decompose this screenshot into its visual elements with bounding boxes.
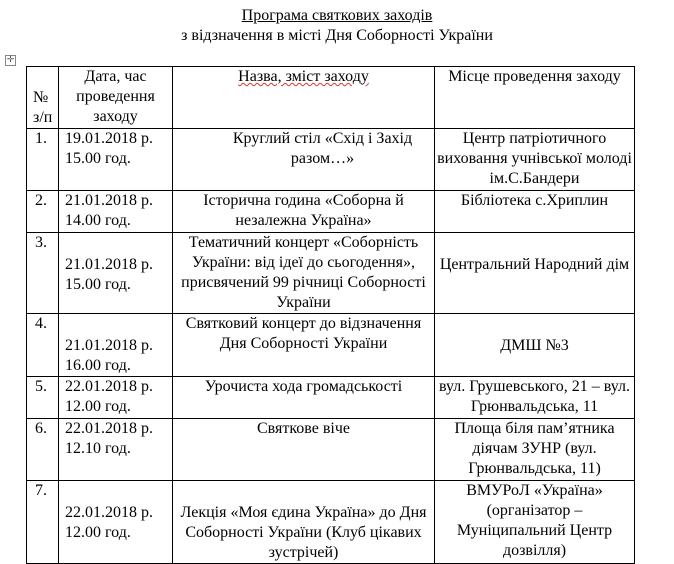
row-name: Тематичний концерт «Соборність України: від ідеї до сьогодення», присвячений 99 річниці Соборності України <box>173 233 435 314</box>
table-row <box>27 377 635 419</box>
row-place: ВМУРоЛ «Україна» (організатор – Муніципальний Центр дозвілля) <box>435 481 635 564</box>
row-name: Святкове віче <box>173 419 435 481</box>
row-date: 19.01.2018 р. 15.00 год. <box>59 129 173 191</box>
header-num: № з/п <box>27 67 59 129</box>
row-num: 4. <box>27 314 59 377</box>
row-name: Історична година «Соборна й незалежна Україна» <box>173 191 435 233</box>
row-place: ДМШ №3 <box>435 314 635 377</box>
header-date: Дата, час проведення заходу <box>59 67 173 129</box>
row-date: 22.01.2018 р. 12.00 год. <box>59 481 173 564</box>
document-title: Програма святкових заходів <box>241 7 433 24</box>
row-num: 5. <box>27 377 59 419</box>
row-num: 6. <box>27 419 59 481</box>
table-row <box>27 191 635 233</box>
row-date: 21.01.2018 р. 16.00 год. <box>59 314 173 377</box>
row-name: Святковий концерт до відзначення Дня Соборності України <box>173 314 435 377</box>
row-date: 22.01.2018 р. 12.00 год. <box>59 377 173 419</box>
move-handle-icon[interactable]: ✛ <box>6 55 15 65</box>
events-table <box>26 66 635 564</box>
row-date: 22.01.2018 р. 12.10 год. <box>59 419 173 481</box>
row-place: Центральний Народний дім <box>435 233 635 314</box>
row-place: Площа біля пам’ятника діячам ЗУНР (вул. Грюнвальдська, 11) <box>435 419 635 481</box>
row-name: Круглий стіл «Схід і Захід разом…» <box>173 129 435 191</box>
row-num: 1. <box>27 129 59 191</box>
document-subtitle: з відзначення в місті Дня Соборності України <box>181 27 493 44</box>
row-num: 2. <box>27 191 59 233</box>
row-place: Центр патріотичного виховання учнівської молоді ім.С.Бандери <box>435 129 635 191</box>
table-row <box>27 419 635 481</box>
table-row <box>27 129 635 191</box>
row-num: 7. <box>27 481 59 564</box>
table-row <box>27 233 635 314</box>
row-name: Лекція «Моя єдина Україна» до Дня Соборності України (Клуб цікавих зустрічей) <box>173 481 435 564</box>
row-name: Урочиста хода громадськості <box>173 377 435 419</box>
row-date: 21.01.2018 р. 15.00 год. <box>59 233 173 314</box>
header-name: Назва, зміст заходу <box>173 67 435 129</box>
table-header-row <box>27 67 635 129</box>
header-place: Місце проведення заходу <box>435 67 635 129</box>
table-row <box>27 314 635 377</box>
row-num: 3. <box>27 233 59 314</box>
row-date: 21.01.2018 р. 14.00 год. <box>59 191 173 233</box>
table-row <box>27 481 635 564</box>
row-place: вул. Грушевського, 21 – вул. Грюнвальдська, 11 <box>435 377 635 419</box>
row-place: Бібліотека с.Хриплин <box>435 191 635 233</box>
